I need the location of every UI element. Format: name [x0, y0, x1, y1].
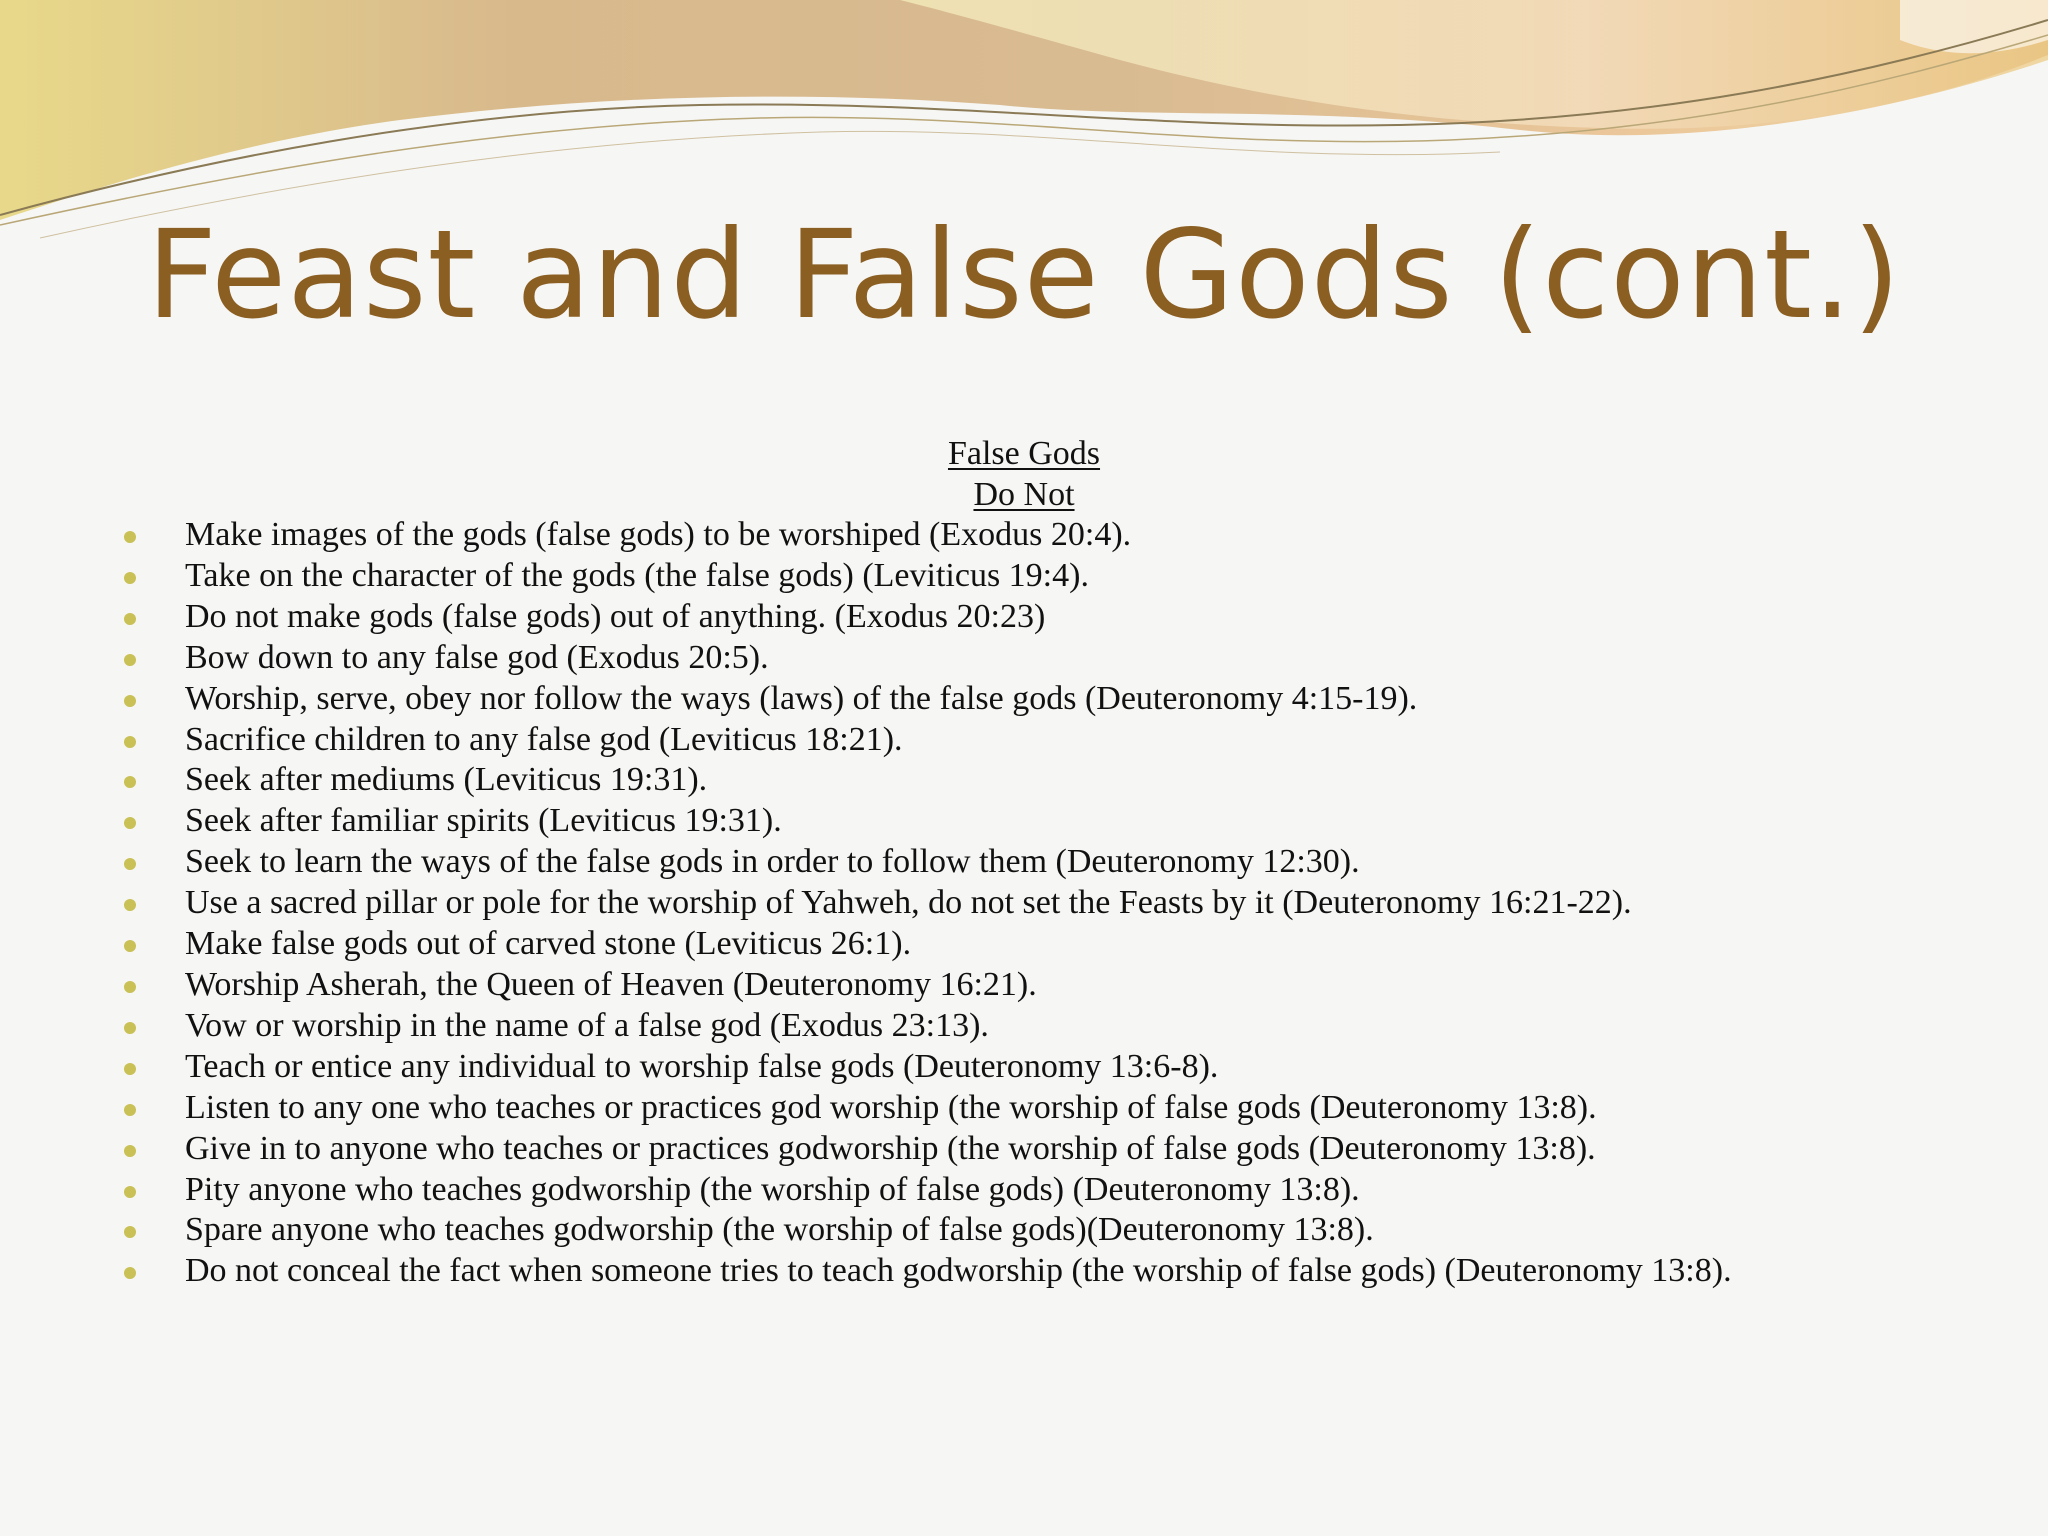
list-item: [120, 924, 2020, 965]
list-item: [120, 760, 2020, 801]
bullet-icon: [124, 1267, 136, 1279]
list-item-text: Vow or worship in the name of a false god (Exodus 23:13).: [185, 1006, 989, 1044]
bullet-icon: [124, 981, 136, 993]
list-item-text: Pity anyone who teaches godworship (the worship of false gods) (Deuteronomy 13:8).: [185, 1170, 1360, 1208]
bullet-icon: [124, 1145, 136, 1157]
bullet-icon: [124, 572, 136, 584]
list-item: [120, 1210, 2020, 1251]
bullet-icon: [124, 1063, 136, 1075]
list-item: [120, 679, 2020, 720]
list-item: [120, 1047, 2020, 1088]
list-item-text: Seek after familiar spirits (Leviticus 19:31).: [185, 802, 782, 840]
bullet-icon: [124, 613, 136, 625]
list-item-text: Worship Asherah, the Queen of Heaven (Deuteronomy 16:21).: [185, 965, 1037, 1003]
list-item-text: Do not conceal the fact when someone tries to teach godworship (the worship of false gods) (Deuteronomy 13:8).: [185, 1252, 1732, 1290]
bullet-icon: [124, 531, 136, 543]
list-item-text: Make false gods out of carved stone (Leviticus 26:1).: [185, 925, 912, 963]
list-item-text: Spare anyone who teaches godworship (the worship of false gods)(Deuteronomy 13:8).: [185, 1211, 1374, 1249]
bullet-icon: [124, 817, 136, 829]
slide-title: Feast and False Gods (cont.): [146, 204, 1902, 346]
list-item-text: Take on the character of the gods (the false gods) (Leviticus 19:4).: [185, 556, 1089, 594]
list-item: [120, 883, 2020, 924]
subheading-do-not: Do Not: [973, 476, 1075, 513]
list-item: [120, 720, 2020, 761]
bullet-icon: [124, 858, 136, 870]
list-item: [120, 597, 2020, 638]
list-item-text: Give in to anyone who teaches or practices godworship (the worship of false gods (Deuteronomy 13:8).: [185, 1129, 1596, 1167]
bullet-icon: [124, 695, 136, 707]
list-item: [120, 842, 2020, 883]
list-item-text: Make images of the gods (false gods) to be worshiped (Exodus 20:4).: [185, 516, 1132, 553]
bullet-icon: [124, 654, 136, 666]
list-item-text: Worship, serve, obey nor follow the ways (laws) of the false gods (Deuteronomy 4:15-19).: [185, 679, 1418, 717]
list-item: [120, 1088, 2020, 1129]
list-item-text: Teach or entice any individual to worship false gods (Deuteronomy 13:6-8).: [185, 1047, 1219, 1085]
bullet-icon: [124, 1186, 136, 1198]
list-item-text: Sacrifice children to any false god (Leviticus 18:21).: [185, 720, 903, 758]
bullet-icon: [124, 1226, 136, 1238]
list-item: [120, 1251, 2020, 1292]
subheading-group: [0, 433, 2048, 515]
list-item-text: Seek to learn the ways of the false gods in order to follow them (Deuteronomy 12:30).: [185, 843, 1360, 881]
list-item-text: Do not make gods (false gods) out of anything. (Exodus 20:23): [185, 597, 1046, 635]
list-item: [120, 638, 2020, 679]
list-item-text: Use a sacred pillar or pole for the worship of Yahweh, do not set the Feasts by it (Deuteronomy 16:21-22).: [185, 884, 1632, 922]
bullet-icon: [124, 899, 136, 911]
bullet-icon: [124, 1104, 136, 1116]
list-item-text: Seek after mediums (Leviticus 19:31).: [185, 761, 708, 799]
list-item-text: Bow down to any false god (Exodus 20:5).: [185, 638, 769, 676]
bullet-icon: [124, 940, 136, 952]
bullet-icon: [124, 776, 136, 788]
list-item: [120, 801, 2020, 842]
bullet-icon: [124, 1022, 136, 1034]
bullet-list: [120, 515, 2020, 1292]
list-item: [120, 515, 2020, 556]
list-item: [120, 1129, 2020, 1170]
list-item-text: Listen to any one who teaches or practices god worship (the worship of false gods (Deuteronomy 13:8).: [185, 1088, 1597, 1126]
list-item: [120, 556, 2020, 597]
list-item: [120, 1170, 2020, 1211]
subheading-false-gods: False Gods: [947, 435, 1101, 472]
list-item: [120, 1006, 2020, 1047]
bullet-icon: [124, 736, 136, 748]
list-item: [120, 965, 2020, 1006]
